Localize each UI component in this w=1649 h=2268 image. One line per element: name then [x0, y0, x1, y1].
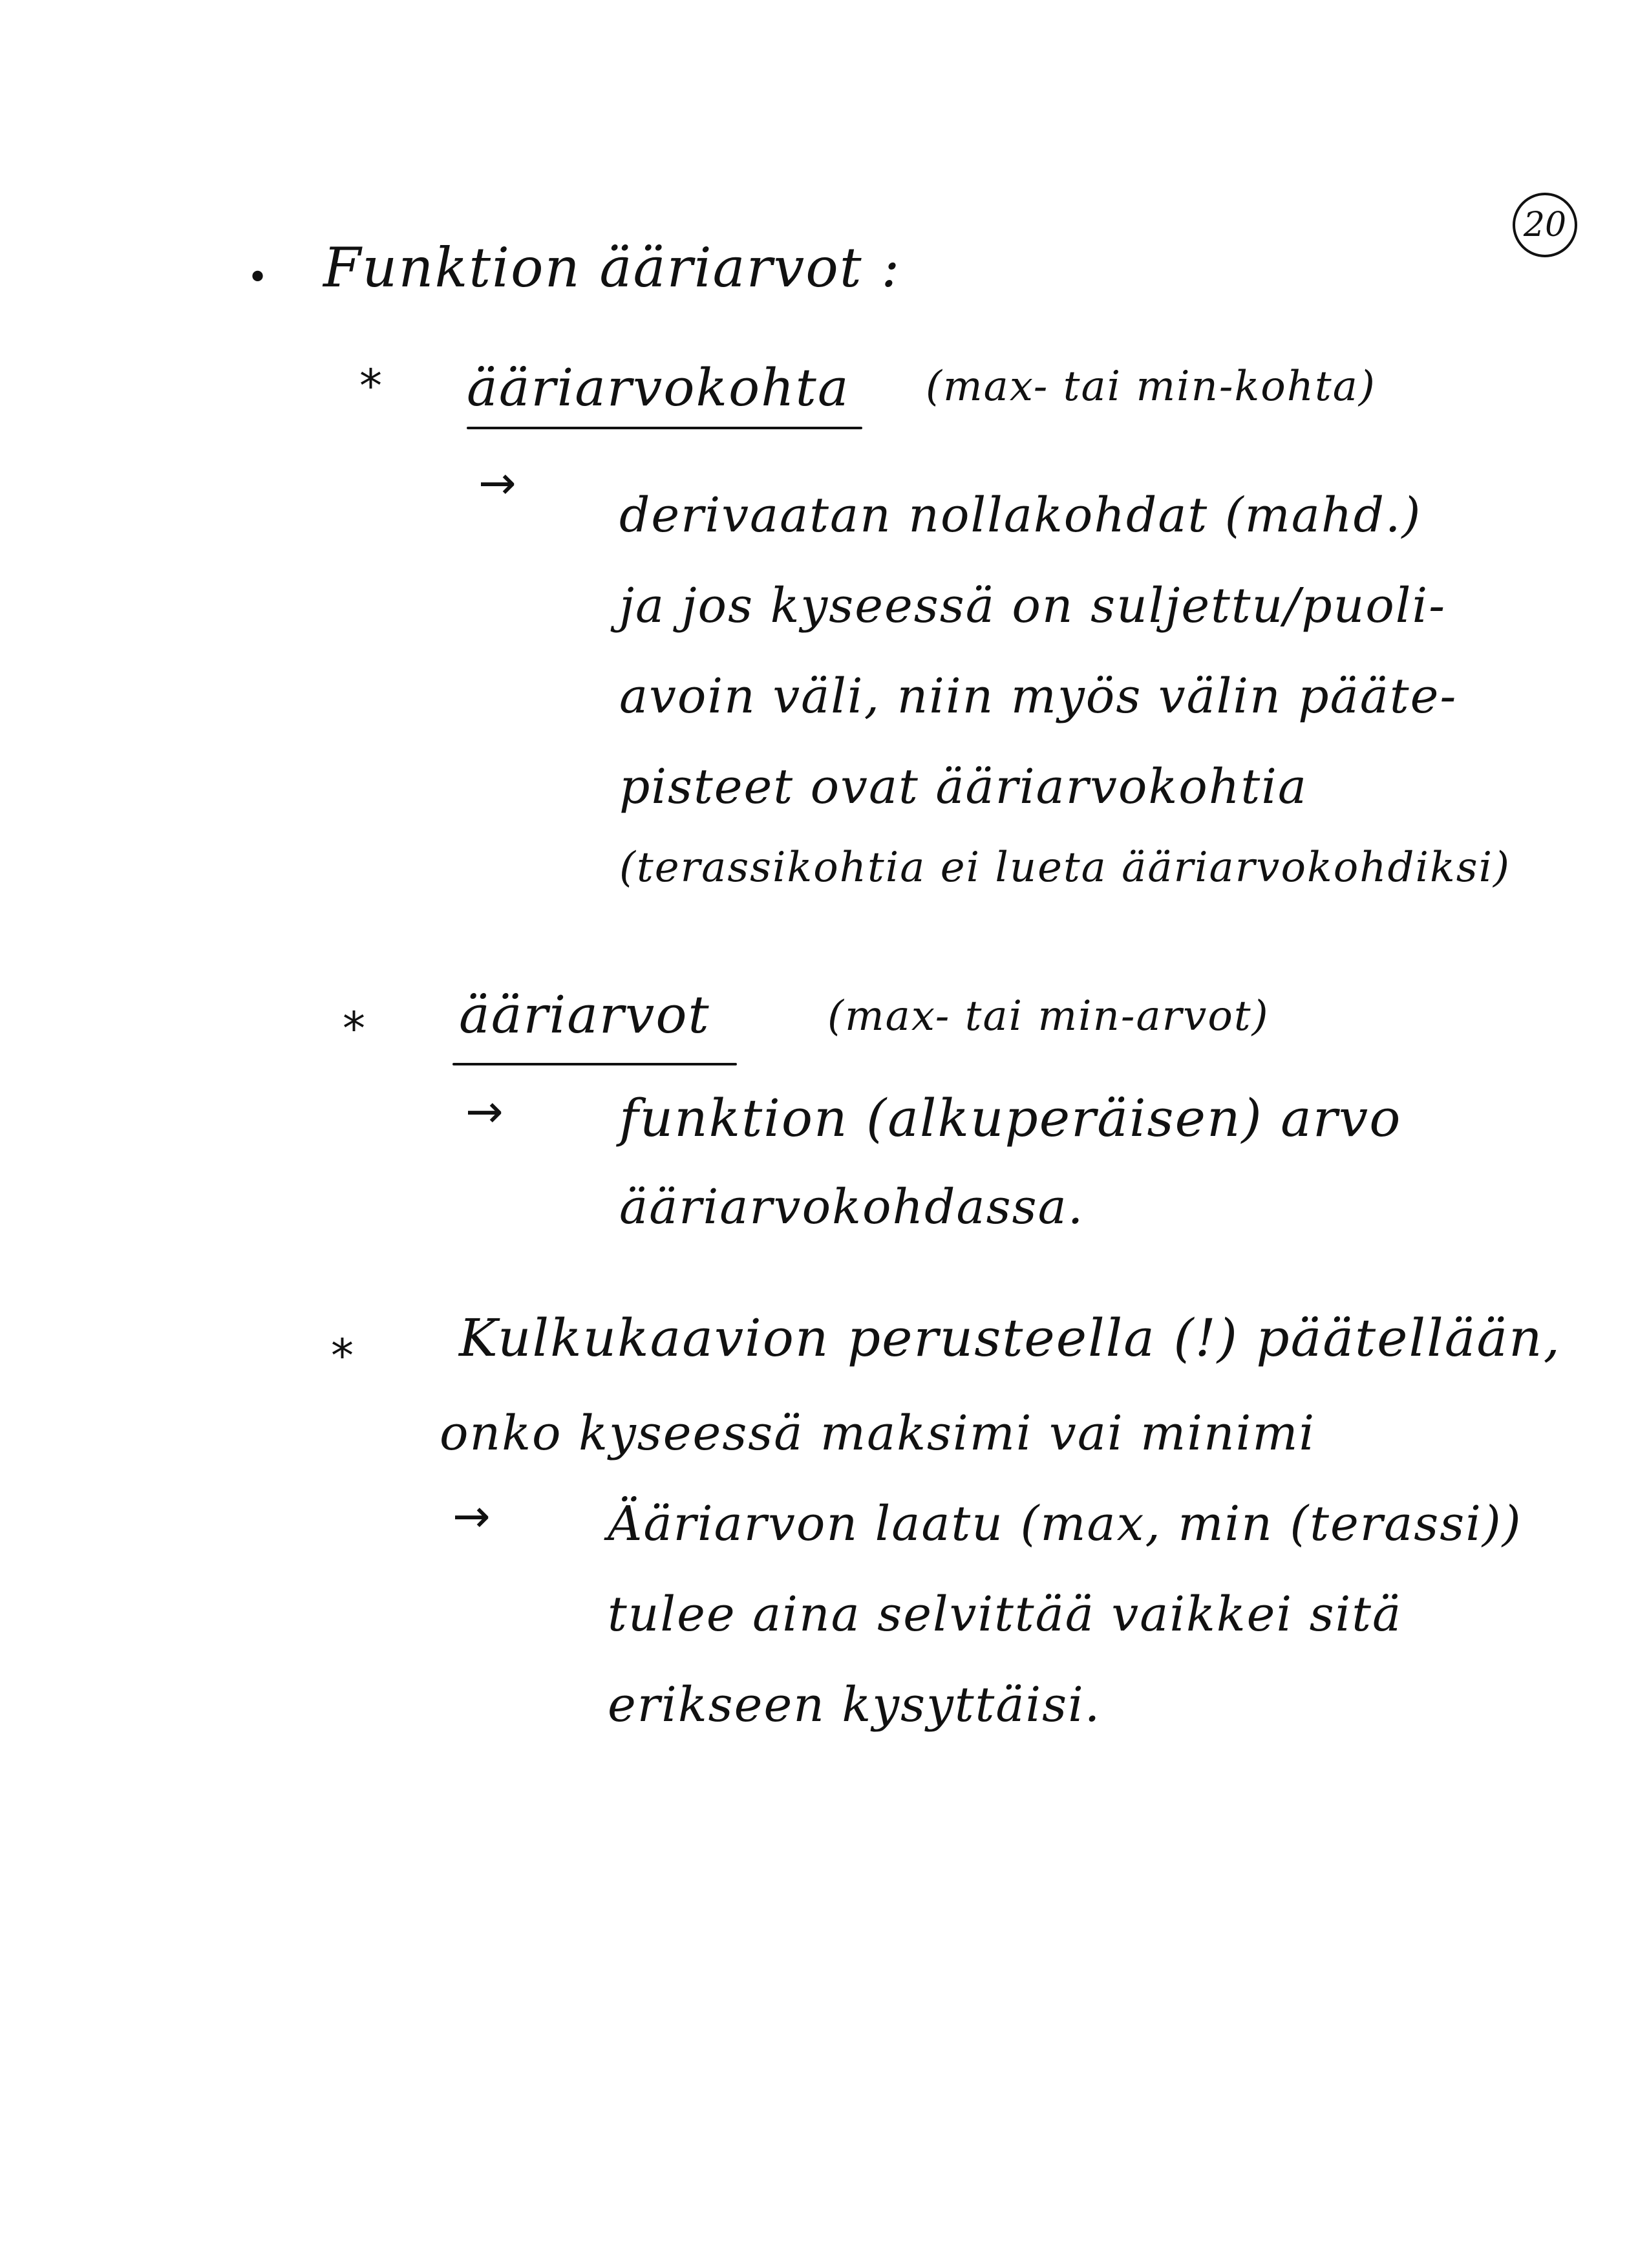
section2-star: * [343, 1002, 365, 1055]
section3-star: * [331, 1329, 354, 1382]
section2-term-note: (max- tai min-arvot) [827, 992, 1270, 1040]
bullet-marker: • [247, 257, 269, 299]
page-number: 20 [1513, 193, 1577, 257]
section2-arrow: → [465, 1085, 504, 1138]
section3-line-4: tulee aina selvittää vaikkei sitä [608, 1587, 1403, 1642]
section2-line-1: funktion (alkuperäisen) arvo [619, 1088, 1402, 1148]
section1-term-underline [467, 427, 862, 429]
heading: Funktion ääriarvot : [323, 236, 901, 299]
section3-line-3: Ääriarvon laatu (max, min (terassi)) [608, 1496, 1522, 1552]
section1-term: ääriarvokohta [467, 358, 850, 418]
section3-line-2: onko kyseessä maksimi vai minimi [440, 1406, 1316, 1461]
section1-line-4: pisteet ovat ääriarvokohtia [619, 759, 1308, 815]
section1-line-2: ja jos kyseessä on suljettu/puoli- [619, 578, 1447, 634]
section1-term-note: (max- tai min-kohta) [926, 363, 1376, 411]
section1-line-3: avoin väli, niin myös välin pääte- [619, 669, 1458, 724]
section1-star: * [359, 359, 382, 412]
section1-line-1: derivaatan nollakohdat (mahd.) [619, 487, 1422, 543]
section2-line-2: ääriarvokohdassa. [619, 1179, 1085, 1235]
section3-arrow: → [452, 1490, 491, 1543]
section2-term-underline [452, 1063, 737, 1065]
section2-term: ääriarvot [459, 985, 710, 1045]
section3-line-5: erikseen kysyttäisi. [608, 1677, 1101, 1733]
section1-arrow: → [478, 456, 516, 509]
section3-line-1: Kulkukaavion perusteella (!) päätellään, [459, 1308, 1561, 1368]
section1-line-5: (terassikohtia ei lueta ääriarvokohdiksi) [619, 844, 1511, 892]
